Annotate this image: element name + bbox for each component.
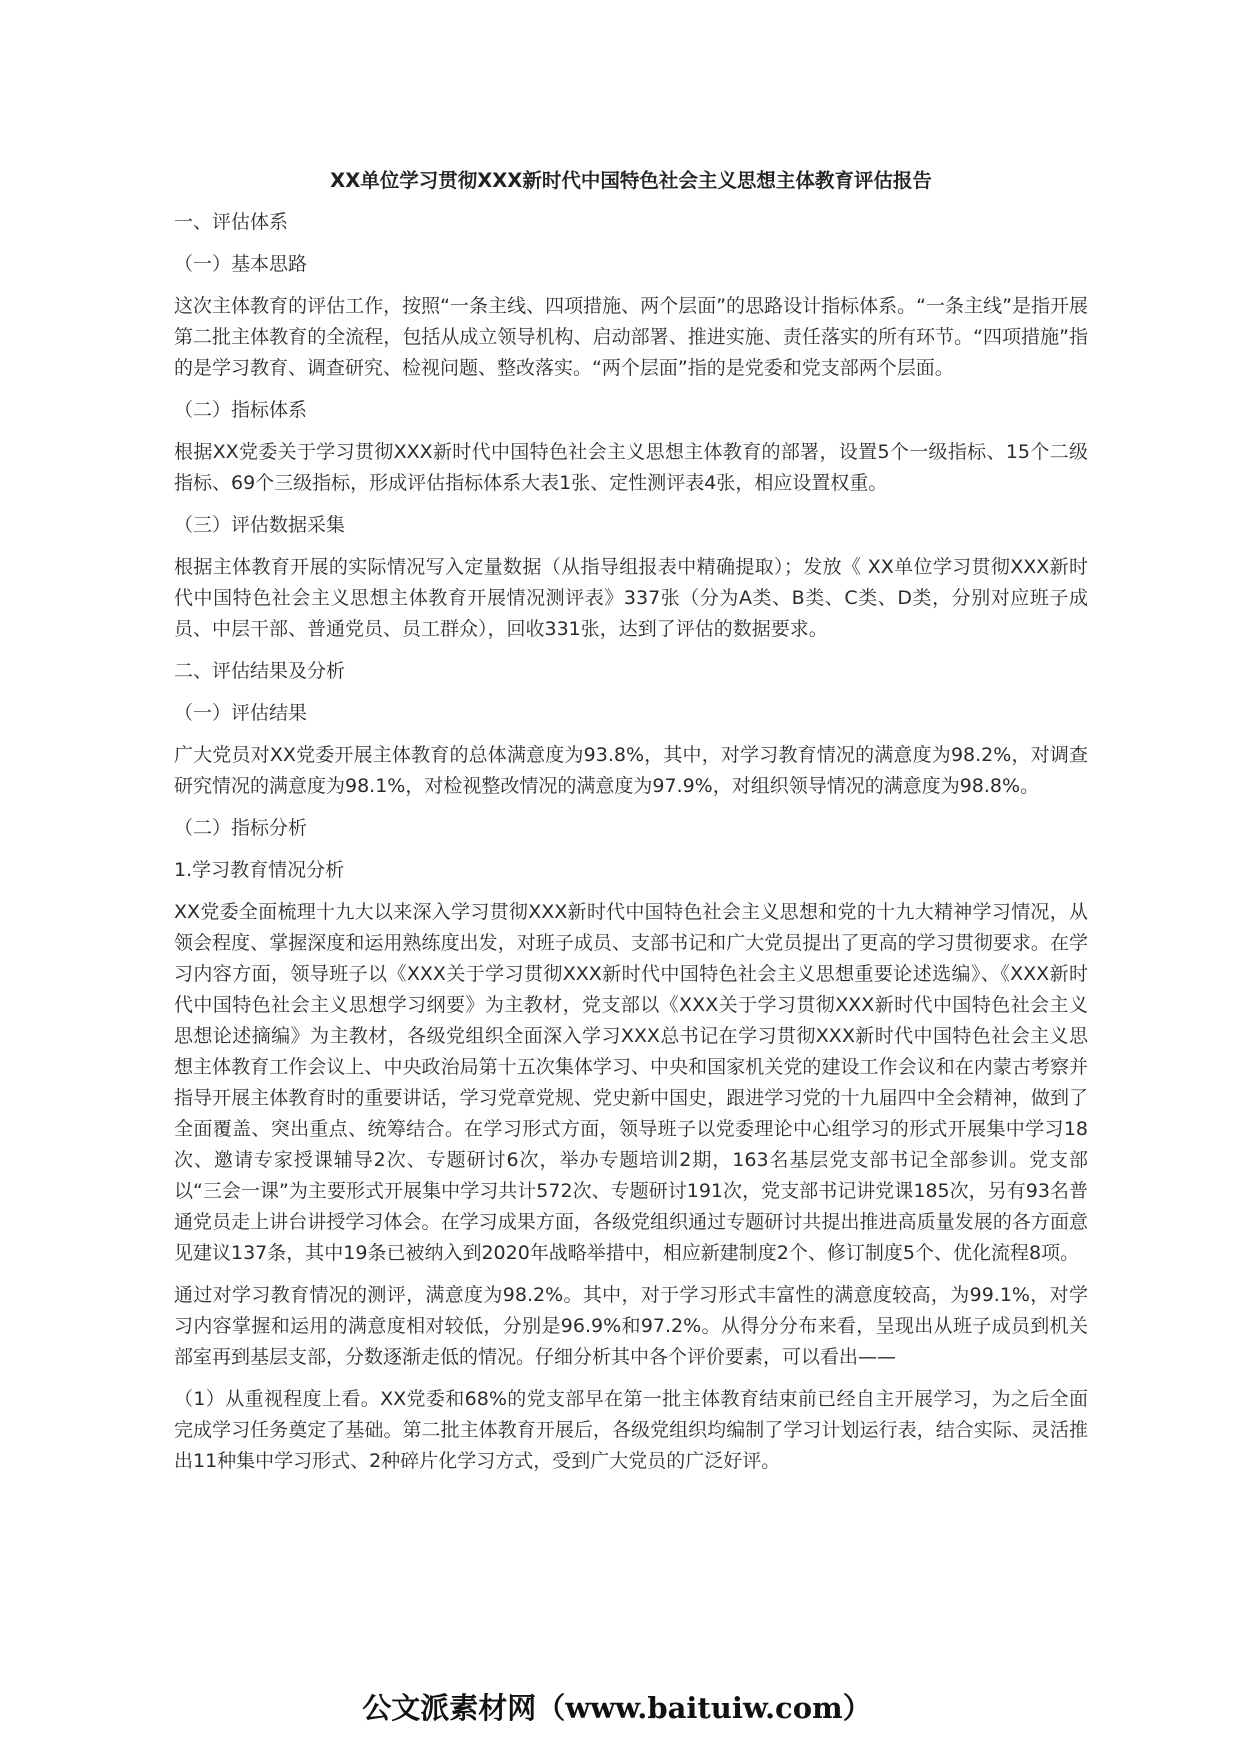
section-heading: 二、评估结果及分析 <box>174 660 346 682</box>
subsection-heading: （二）指标体系 <box>174 399 308 421</box>
subsection-heading: （二）指标分析 <box>174 817 308 839</box>
footer-watermark: 公文派素材网（www.baituiw.com） <box>362 1691 872 1725</box>
subsection-heading: （一）基本思路 <box>174 253 308 275</box>
paragraph: 广大党员对XX党委开展主体教育的总体满意度为93.8%，其中，对学习教育情况的满意度为98.2%，对调查研究情况的满意度为98.1%，对检视整改情况的满意度为97.9%，对组织领导情况的满意度为98.8%。 <box>174 744 1088 797</box>
paragraph: 这次主体教育的评估工作，按照“一条主线、四项措施、两个层面”的思路设计指标体系。“一条主线”是指开展第二批主体教育的全流程，包括从成立领导机构、启动部署、推进实施、责任落实的所有环节。“四项措施”指的是学习教育、调查研究、检视问题、整改落实。“两个层面”指的是党委和党支部两个层面。 <box>174 295 1088 379</box>
subsection-heading: （一）评估结果 <box>174 702 308 724</box>
paragraph: 根据主体教育开展的实际情况写入定量数据（从指导组报表中精确提取）；发放《 XX单位学习贯彻XXX新时代中国特色社会主义思想主体教育开展情况测评表》337张（分为A类、B类、C类、D类，分别对应班子成员、中层干部、普通党员、员工群众），回收331张，达到了评估的数据要求。 <box>174 556 1088 640</box>
paragraph: 根据XX党委关于学习贯彻XXX新时代中国特色社会主义思想主体教育的部署，设置5个一级指标、15个二级指标、69个三级指标，形成评估指标体系大表1张、定性测评表4张，相应设置权重。 <box>174 441 1088 494</box>
document-body <box>174 166 1088 1488</box>
paragraph: 通过对学习教育情况的测评，满意度为98.2%。其中，对于学习形式丰富性的满意度较高，为99.1%，对学习内容掌握和运用的满意度相对较低，分别是96.9%和97.2%。从得分分布来看，呈现出从班子成员到机关部室再到基层支部，分数逐渐走低的情况。仔细分析其中各个评价要素，可以看出—— <box>174 1284 1088 1368</box>
paragraph: （1）从重视程度上看。XX党委和68%的党支部早在第一批主体教育结束前已经自主开展学习，为之后全面完成学习任务奠定了基础。第二批主体教育开展后，各级党组织均编制了学习计划运行表，结合实际、灵活推出11种集中学习形式、2种碎片化学习方式，受到广大党员的广泛好评。 <box>174 1388 1088 1472</box>
paragraph: XX党委全面梳理十九大以来深入学习贯彻XXX新时代中国特色社会主义思想和党的十九大精神学习情况，从领会程度、掌握深度和运用熟练度出发，对班子成员、支部书记和广大党员提出了更高的学习贯彻要求。在学习内容方面，领导班子以《XXX关于学习贯彻XXX新时代中国特色社会主义思想重要论述选编》、《XXX新时代中国特色社会主义思想学习纲要》为主教材，党支部以《XXX关于学习贯彻XXX新时代中国特色社会主义思想论述摘编》为主教材，各级党组织全面深入学习XXX总书记在学习贯彻XXX新时代中国特色社会主义思想主体教育工作会议上、中央政治局第十五次集体学习、中央和国家机关党的建设工作会议和在内蒙古考察并指导开展主体教育时的重要讲话，学习党章党规、党史新中国史，跟进学习党的十九届四中全会精神，做到了全面覆盖、突出重点、统筹结合。在学习形式方面，领导班子以党委理论中心组学习的形式开展集中学习18次、邀请专家授课辅导2次、专题研讨6次，举办专题培训2期，163名基层党支部书记全部参训。党支部以“三会一课”为主要形式开展集中学习共计572次、专题研讨191次，党支部书记讲党课185次，另有93名普通党员走上讲台讲授学习体会。在学习成果方面，各级党组织通过专题研讨共提出推进高质量发展的各方面意见建议137条，其中19条已被纳入到2020年战略举措中，相应新建制度2个、修订制度5个、优化流程8项。 <box>174 901 1088 1264</box>
subsection-heading: 1.学习教育情况分析 <box>174 859 345 881</box>
subsection-heading: （三）评估数据采集 <box>174 514 346 536</box>
section-heading: 一、评估体系 <box>174 211 289 233</box>
document-title: XX单位学习贯彻XXX新时代中国特色社会主义思想主体教育评估报告 <box>330 169 932 192</box>
